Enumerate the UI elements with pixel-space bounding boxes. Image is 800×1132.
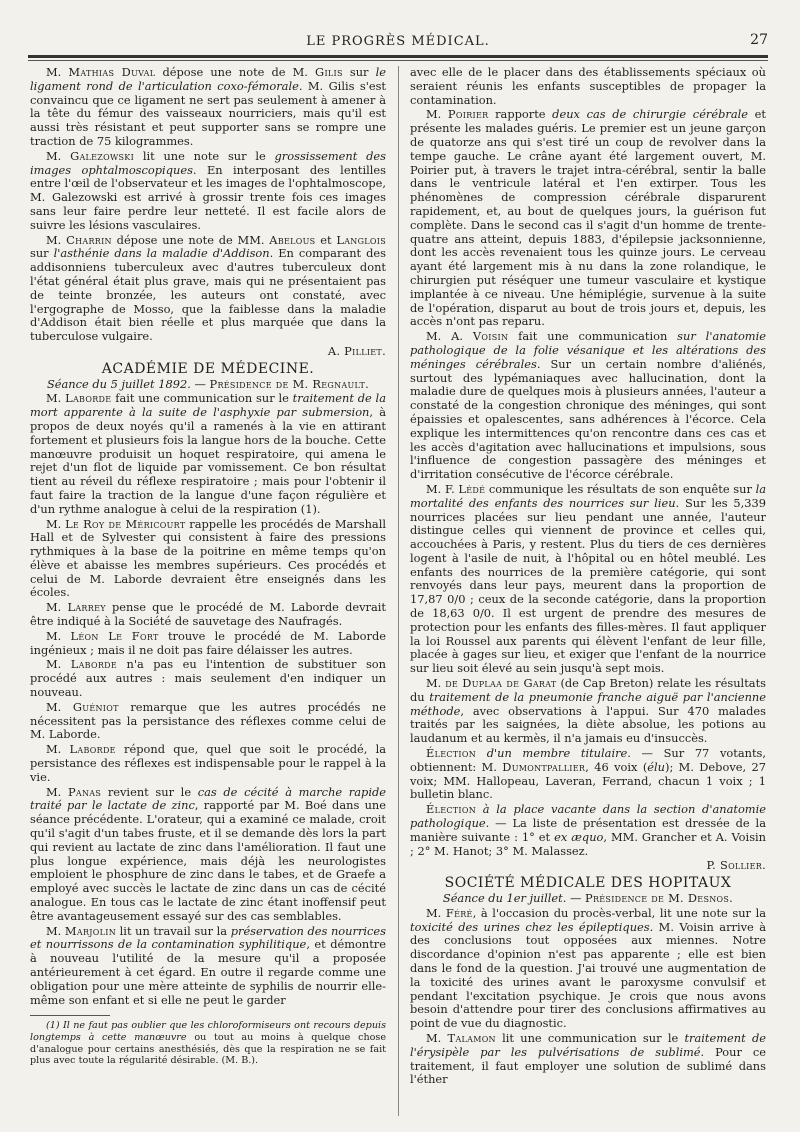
left-column [30, 66, 386, 1068]
author-signature: P. Sollier. [706, 858, 766, 873]
footnote: (1) Il ne faut pas oublier que les chloroformiseurs ont recours depuis longtemps à cette manœuvre ou tout au moins à quelque chose d'analogue pour certains anesthésiés, dès que la respiration ne se fait plus avec toute la régularité désirable. (M. B.). [30, 1020, 387, 1067]
paragraph: M. Guéniot remarque que les autres procédés ne nécessitent pas la persistance des réflexes comme celui de M. Laborde. [30, 699, 387, 742]
session-line: Séance du 5 juillet 1892. — Présidence de M. Regnault. [46, 376, 370, 391]
paragraph: M. Talamon lit une communication sur le traitement de l'érysipèle par les pulvérisations de sublimé. Pour ce traitement, il faut employer une solution de sublimé dans l'éther [410, 1030, 766, 1087]
page-header [28, 30, 768, 54]
section-title: ACADÉMIE DE MÉDECINE. [101, 360, 315, 377]
paragraph: M. A. Voisin fait une communication sur l'anatomie pathologique de la folie vésanique et les altérations des méninges cérébrales. Sur un certain nombre d'aliénés, surtout des lypémaniaques avec hallucination, dont la maladie dure de quelques mois à plusieurs années, l'auteur a constaté de la congestion chronique des méninges, qui sont épaissies et opalescentes, sans adhérences à l'écorce. Cela explique les intermittences qu'on rencontre dans ces cas et les accès d'agitation avec hallucinations et impulsions, sous l'influence de congestion passagère des méninges et d'irritation consécutive de l'écorce cérébrale. [410, 329, 766, 482]
footnote-rule [30, 1015, 110, 1016]
session-line: Séance du 1er juillet. — Présidence de M. Desnos. [442, 891, 734, 906]
paragraph: avec elle de le placer dans des établissements spéciaux où seraient réunis les enfants susceptibles de propager la contamination. [410, 65, 766, 107]
header-rule-thin [28, 60, 768, 61]
paragraph: M. Féré, à l'occasion du procès-verbal, lit une note sur la toxicité des urines chez les épileptiques. M. Voisin arrive à des conclusions tout opposées aux miennes. Notre discordance d'opinion n'est pas apparente ; elle est bien dans le fond de la question. J'ai trouvé une augmentation de la toxicité des urines avant le paroxysme convulsif et pendant l'excitation psychique. Je crois que nous avons besoin d'attendre pour tirer des conclusions affirmatives au point de vue du diagnostic. [410, 905, 767, 1031]
running-title: LE PROGRÈS MÉDICAL. [306, 34, 490, 49]
paragraph: Élection d'un membre titulaire. — Sur 77 votants, obtiennent: M. Dumontpallier, 46 voix (élu); M. Debove, 27 voix; MM. Hallopeau, Laveran, Ferrand, chacun 1 voix ; 1 bulletin blanc. [410, 746, 766, 802]
right-column [410, 66, 766, 1088]
paragraph: M. Poirier rapporte deux cas de chirurgie cérébrale et présente les malades guéris. Le premier est un jeune garçon de quatorze ans qui s'est tiré un coup de revolver dans la tempe gauche. Le crâne ayant été largement ouvert, M. Poirier put, à travers le trajet intra-cérébral, sentir la balle dans le ventricule latéral et l'en extirper. Tous les phénomènes de compression cérébrale disparurent rapidement, et, au bout de quelques jours, la guérison fut complète. Dans le second cas il s'agit d'un homme de trente-quatre ans atteint, depuis 1883, d'épilepsie jacksonnienne, dont les accès revenaient tous les quinze jours. Le cerveau ayant été largement mis à nu dans la zone rolandique, le chirurgien put réséquer une tumeur vasculaire et kystique implantée à ce niveau. Une hémiplégie, survenue à la suite de l'opération, disparut au bout de trois jours et, depuis, les accès n'ont pas reparu. [410, 107, 766, 329]
paragraph: M. Mathias Duval dépose une note de M. Gilis sur le ligament rond de l'articulation coxo-fémorale. M. Gilis s'est convaincu que ce ligament ne sert pas seulement à amener à la tête du fémur des vaisseaux nourriciers, mais qu'il est aussi très résistant et peut supporter sans se rompre une traction de 75 kilogrammes. [30, 65, 387, 148]
paragraph: M. Larrey pense que le procédé de M. Laborde devrait être indiqué à la Société de sauvetage des Naufragés. [30, 600, 386, 629]
paragraph: M. Laborde répond que, quel que soit le procédé, la persistance des réflexes est indispensable pour le rappel à la vie. [30, 742, 386, 784]
author-signature: A. Pilliet. [327, 343, 386, 358]
paragraph: M. Laborde fait une communication sur le traitement de la mort apparente à la suite de l'asphyxie par submersion, à propos de deux noyés qu'il a ramenés à la vie en attirant fortement et plusieurs fois la langue hors de la bouche. Cette manœuvre produisit un hoquet respiratoire, qui amena le rejet d'un flot de liquide par vomissement. Ce bon résultat tient au réveil du réflexe respiratoire ; mais pour l'obtenir il faut faire la traction de la langue d'une façon régulière et d'un rythme analogue à celui de la respiration (1). [30, 391, 386, 516]
column-divider [398, 66, 399, 1116]
header-rule-thick [28, 55, 768, 58]
paragraph: M. de Duplaa de Garat (de Cap Breton) relate les résultats du traitement de la pneumonie franche aiguë par l'ancienne méthode, avec observations à l'appui. Sur 470 malades traités par les saignées, la diète absolue, les potions au laudanum et au kermès, il n'a jamais eu d'insuccès. [410, 676, 767, 746]
paragraph: M. Laborde n'a pas eu l'intention de substituer son procédé aux autres : mais seulement d'en indiquer un nouveau. [30, 657, 386, 700]
paragraph: M. F. Lédé communique les résultats de son enquête sur la mortalité des enfants des nourrices sur lieu. Sur les 5,339 nourrices placées sur lieu pendant une année, l'auteur distingue celles qui viennent de province et celles qui, accouchées à Paris, y restent. Plus du tiers de ces dernières logent à l'asile de nuit, à l'hôpital ou en hôtel meublé. Les enfants des nourrices de la première catégorie, qui sont renvoyés dans leur pays, meurent dans la proportion de 17,87 0/0 ; ceux de la seconde catégorie, dans la proportion de 18,63 0/0. Il est urgent de prendre des mesures de protection pour les enfants des filles-mères. Il faut appliquer la loi Roussel aux parents qui élèvent l'enfant de leur fille, placée à gages sur lieu, et exiger que l'enfant de la nourrice sur lieu soit élevé au sein jusqu'à sept mois. [410, 481, 767, 676]
page-number: 27 [750, 32, 768, 48]
section-title: SOCIÉTÉ MÉDICALE DES HOPITAUX [444, 875, 732, 892]
paragraph: M. Panas revient sur le cas de cécité à marche rapide traité par le lactate de zinc, rapporté par M. Boé dans une séance précédente. L'orateur, qui a examiné ce malade, croit qu'il s'agit d'un tabes fruste, et il se demande dès lors la part qui revient au lactate de zinc dans l'amélioration. Il faut une plus longue expérience, mais déjà les neurologistes emploient le phosphure de zinc dans le tabes, et de Graefe a employé avec succès le lactate de zinc dans un cas de cécité analogue. En tous cas le lactate de zinc étant inoffensif peut être avantageusement essayé sur des cas semblables. [30, 784, 387, 923]
paragraph: Élection à la place vacante dans la section d'anatomie pathologique. — La liste de présentation est dressée de la manière suivante : 1° et ex æquo, MM. Grancher et A. Voisin ; 2° M. Hanot; 3° M. Malassez. [410, 802, 767, 858]
paragraph: M. Léon Le Fort trouve le procédé de M. Laborde ingénieux ; mais il ne doit pas faire délaisser les autres. [30, 628, 387, 657]
paragraph: M. Le Roy de Méricourt rappelle les procédés de Marshall Hall et de Sylvester qui consistent à faire des pressions rythmiques à la base de la poitrine en même temps qu'on élève et abaisse les membres supérieurs. Ces procédés et celui de M. Laborde devraient être enseignés dans les écoles. [30, 516, 386, 600]
paragraph: M. Charrin dépose une note de MM. Abelous et Langlois sur l'asthénie dans la maladie d'Addison. En comparant des addisonniens tuberculeux avec d'autres tuberculeux dont l'état général était plus grave, mais qui ne présentaient pas de teinte bronzée, les auteurs ont constaté, avec l'ergographe de Mosso, que la faiblesse dans la maladie d'Addison était bien réelle et plus marquée que dans la tuberculose vulgaire. [30, 232, 386, 344]
paragraph: M. Marjolin lit un travail sur la préservation des nourrices et nourrissons de la contamination syphilitique, et démontre à nouveau l'utilité de la mesure qu'il a proposée antérieurement à cet égard. En outre il regarde comme une obligation pour une mère atteinte de syphilis de nourrir elle-même son enfant et si elle ne peut le garder [30, 923, 387, 1007]
paragraph: M. Galezowski lit une note sur le grossissement des images ophtalmoscopiques. En interposant des lentilles entre l'œil de l'observateur et les images de l'ophtalmoscope, M. Galezowski est arrivé à grossir trente fois ces images sans leur faire perdre leur netteté. Il est facile alors de suivre les lésions vasculaires. [30, 148, 386, 232]
